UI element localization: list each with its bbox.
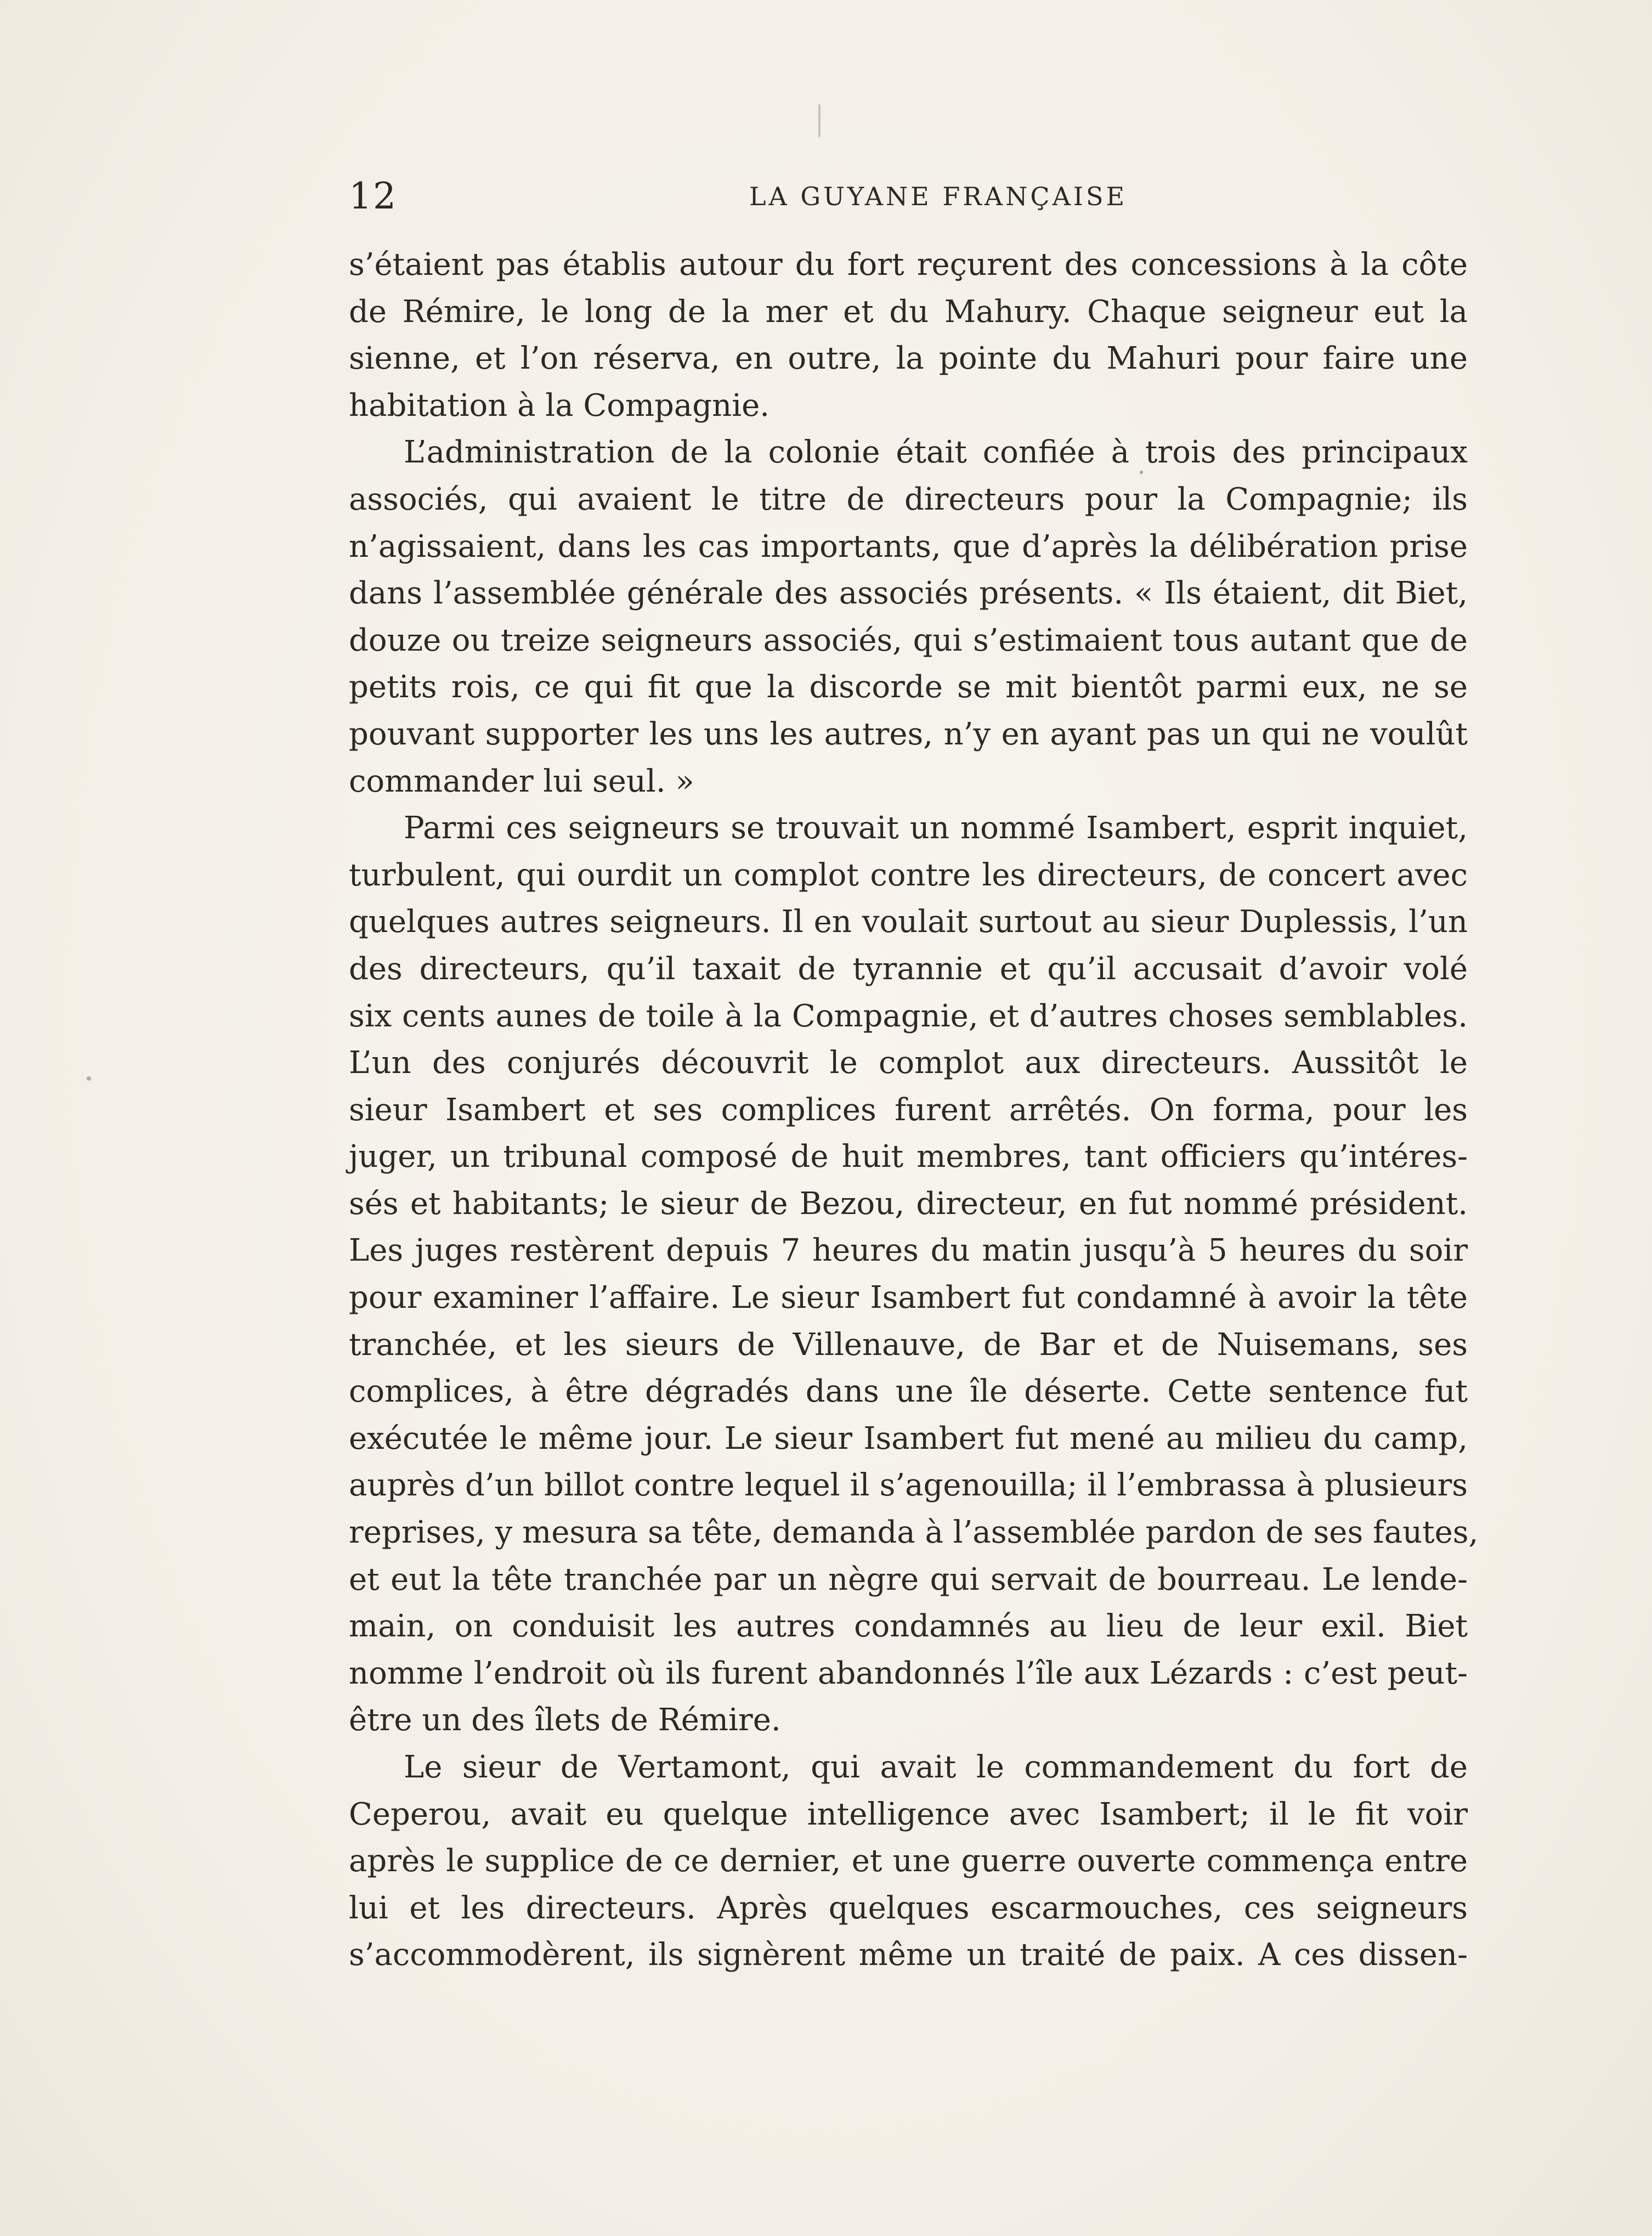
text-line: exécutée le même jour. Le sieur Isambert fut mené au milieu du camp, — [349, 1420, 1468, 1456]
text-line: petits rois, ce qui fit que la discorde se mit bientôt parmi eux, ne se — [349, 669, 1468, 705]
text-line: dans l’assemblée générale des associés présents. « Ils étaient, dit Biet, — [349, 575, 1468, 612]
paper-speck — [87, 1076, 91, 1081]
text-line: Les juges restèrent depuis 7 heures du matin jusqu’à 5 heures du soir — [349, 1233, 1468, 1269]
text-line: pour examiner l’affaire. Le sieur Isambert fut condamné à avoir la tête — [349, 1280, 1468, 1316]
text-line: main, on conduisit les autres condamnés au lieu de leur exil. Biet — [349, 1608, 1468, 1645]
text-line: lui et les directeurs. Après quelques escarmouches, ces seigneurs — [349, 1890, 1468, 1926]
text-line: de Rémire, le long de la mer et du Mahury. Chaque seigneur eut la — [349, 293, 1468, 330]
text-line: sieur Isambert et ses complices furent arrêtés. On forma, pour les — [349, 1092, 1468, 1128]
text-line: complices, à être dégradés dans une île déserte. Cette sentence fut — [349, 1374, 1468, 1410]
text-line: après le supplice de ce dernier, et une guerre ouverte commença entre — [349, 1843, 1468, 1879]
text-line: sienne, et l’on réserva, en outre, la pointe du Mahuri pour faire une — [349, 341, 1468, 377]
text-line: n’agissaient, dans les cas importants, que d’après la délibération prise — [349, 528, 1468, 564]
text-line: Le sieur de Vertamont, qui avait le commandement du fort de — [404, 1749, 1468, 1785]
text-line: nomme l’endroit où ils furent abandonnés l’île aux Lézards : c’est peut- — [349, 1655, 1468, 1691]
text-line: L’un des conjurés découvrit le complot aux directeurs. Aussitôt le — [349, 1045, 1468, 1081]
text-line: six cents aunes de toile à la Compagnie, et d’autres choses semblables. — [349, 998, 1468, 1034]
text-line: douze ou treize seigneurs associés, qui s’estimaient tous autant que de — [349, 622, 1468, 658]
text-line: Parmi ces seigneurs se trouvait un nommé Isambert, esprit inquiet, — [404, 810, 1468, 846]
page-number: 12 — [349, 175, 397, 217]
text-line: L’administration de la colonie était confiée à trois des principaux — [404, 434, 1468, 471]
text-line: tranchée, et les sieurs de Villenauve, de Bar et de Nuisemans, ses — [349, 1326, 1468, 1363]
text-line: associés, qui avaient le titre de directeurs pour la Compagnie; ils — [349, 481, 1468, 517]
paper-speck — [818, 104, 821, 137]
text-line: pouvant supporter les uns les autres, n’y en ayant pas un qui ne voulût — [349, 716, 1468, 752]
text-line: Ceperou, avait eu quelque intelligence avec Isambert; il le fit voir — [349, 1796, 1468, 1832]
text-line: être un des îlets de Rémire. — [349, 1702, 781, 1738]
text-line: quelques autres seigneurs. Il en voulait surtout au sieur Duplessis, l’un — [349, 904, 1468, 940]
text-line: habitation à la Compagnie. — [349, 387, 770, 424]
text-line: auprès d’un billot contre lequel il s’agenouilla; il l’embrassa à plusieurs — [349, 1467, 1468, 1504]
text-line: juger, un tribunal composé de huit membres, tant officiers qu’intéres- — [349, 1139, 1468, 1175]
text-line: reprises, y mesura sa tête, demanda à l’assemblée pardon de ses fautes, — [349, 1515, 1479, 1551]
running-title: LA GUYANE FRANÇAISE — [749, 182, 1128, 211]
text-line: turbulent, qui ourdit un complot contre les directeurs, de concert avec — [349, 857, 1468, 893]
text-line: et eut la tête tranchée par un nègre qui servait de bourreau. Le lende- — [349, 1561, 1468, 1597]
body-text — [349, 241, 1479, 1979]
paper-speck — [1140, 471, 1143, 474]
text-line: des directeurs, qu’il taxait de tyrannie et qu’il accusait d’avoir volé — [349, 951, 1468, 987]
text-line: commander lui seul. » — [349, 763, 694, 799]
text-line: sés et habitants; le sieur de Bezou, directeur, en fut nommé président. — [349, 1185, 1468, 1222]
text-line: s’accommodèrent, ils signèrent même un traité de paix. A ces dissen- — [349, 1937, 1468, 1973]
running-head — [349, 174, 1468, 218]
text-line: s’étaient pas établis autour du fort reçurent des concessions à la côte — [349, 247, 1468, 283]
